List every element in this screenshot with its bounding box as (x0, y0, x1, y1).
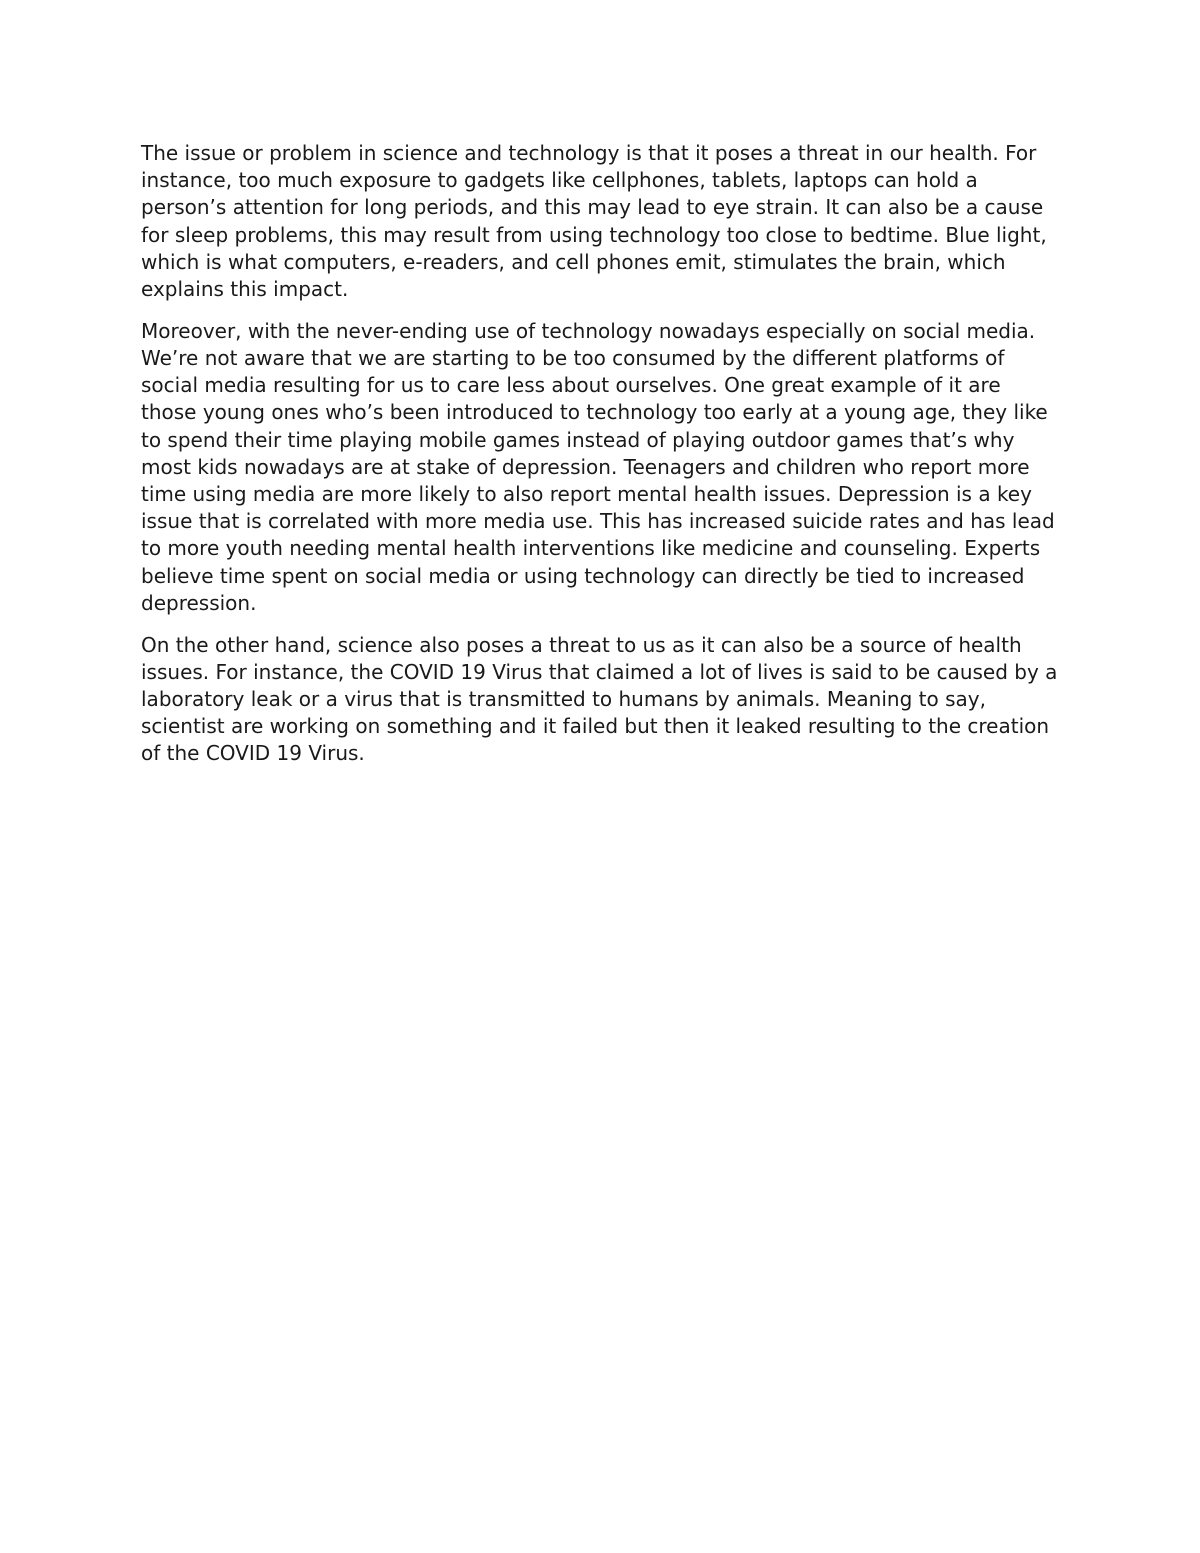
document-body (141, 140, 1059, 782)
paragraph-1: The issue or problem in science and technology is that it poses a threat in our health. For instance, too much exposure to gadgets like cellphones, tablets, laptops can hold a person’s attention for long periods, and this may lead to eye strain. It can also be a cause for sleep problems, this may result from using technology too close to bedtime. Blue light, which is what computers, e-readers, and cell phones emit, stimulates the brain, which explains this impact. (141, 141, 1047, 302)
paragraph-2: Moreover, with the never-ending use of technology nowadays especially on social media. We’re not aware that we are starting to be too consumed by the different platforms of social media resulting for us to care less about ourselves. One great example of it are those young ones who’s been introduced to technology too early at a young age, they like to spend their time playing mobile games instead of playing outdoor games that’s why most kids nowadays are at stake of depression. Teenagers and children who report more time using media are more likely to also report mental health issues. Depression is a key issue that is correlated with more media use. This has increased suicide rates and has lead to more youth needing mental health interventions like medicine and counseling. Experts believe time spent on social media or using technology can directly be tied to increased depression. (141, 318, 1055, 615)
paragraph-3: On the other hand, science also poses a threat to us as it can also be a source of health issues. For instance, the COVID 19 Virus that claimed a lot of lives is said to be caused by a laboratory leak or a virus that is transmitted to humans by animals. Meaning to say, scientist are working on something and it failed but then it leaked resulting to the creation of the COVID 19 Virus. (141, 632, 1058, 766)
